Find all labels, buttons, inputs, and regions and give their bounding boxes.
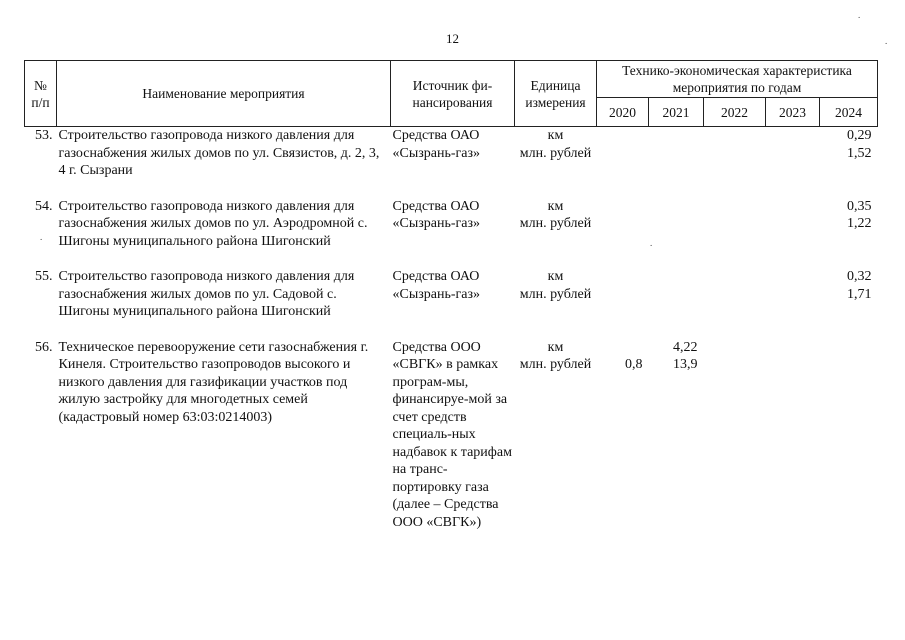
scan-speck: . <box>858 10 861 20</box>
scan-speck: . <box>650 238 653 248</box>
row-number: 54. <box>35 198 53 214</box>
value-2020 <box>597 127 649 180</box>
value-2023 <box>766 339 820 532</box>
value-2024: 0,29 1,52 <box>847 128 872 161</box>
header-source: Источник фи-нансирования <box>391 61 515 127</box>
value-2021: 4,22 13,9 <box>673 339 698 372</box>
value-2023 <box>766 198 820 251</box>
value-2022 <box>704 339 766 532</box>
scan-speck: . <box>40 232 43 242</box>
funding-source: Средства ОАО «Сызрань-газ» <box>392 128 481 161</box>
value-2020 <box>597 198 649 251</box>
value-2022 <box>704 198 766 251</box>
value-2022 <box>704 268 766 321</box>
row-spacer-cell <box>25 250 878 268</box>
header-year-2023: 2023 <box>766 98 820 127</box>
measure-name: Строительство газопровода низкого давления для газоснабжения жилых домов по ул. Связистов, д. 2, 3, 4 г. Сызрани <box>58 128 380 178</box>
header-year-2024: 2024 <box>820 98 878 127</box>
unit-of-measure: км млн. рублей <box>519 269 592 302</box>
row-spacer-cell <box>25 180 878 198</box>
page-number: 12 <box>446 31 459 46</box>
measure-name: Техническое перевооружение сети газоснабжения г. Кинеля. Строительство газопроводов высокого и низкого давления для газификации участков под жилую застройку для многодетных семей (кадастровый номер 63:03:0214003) <box>58 339 369 425</box>
value-2022 <box>704 127 766 180</box>
value-2024: 0,32 1,71 <box>847 269 872 302</box>
row-number: 55. <box>35 269 53 284</box>
value-2024 <box>820 339 878 532</box>
unit-of-measure: км млн. рублей <box>519 198 592 231</box>
value-2021 <box>649 198 704 251</box>
value-2023 <box>766 127 820 180</box>
value-2021 <box>649 268 704 321</box>
value-2024: 0,35 1,22 <box>847 198 872 231</box>
value-2020 <box>597 268 649 321</box>
value-2020: 0,8 <box>625 357 643 372</box>
funding-source: Средства ООО «СВГК» в рамках програм-мы, финансируе-мой за счет средств специаль-ных надбавок к тарифам на транс-портировку газа (далее – Средства ООО «СВГК») <box>392 339 512 530</box>
unit-of-measure: км млн. рублей <box>519 128 592 161</box>
table-body <box>25 127 878 532</box>
header-name: Наименование мероприятия <box>57 61 391 127</box>
measures-table <box>24 60 878 531</box>
row-spacer <box>25 250 878 268</box>
row-spacer-cell <box>25 321 878 339</box>
header-year-2020: 2020 <box>597 98 649 127</box>
table-row <box>25 268 878 321</box>
row-number: 53. <box>35 128 53 143</box>
value-2023 <box>766 268 820 321</box>
table-row <box>25 127 878 180</box>
value-2021 <box>649 127 704 180</box>
table-row <box>25 339 878 532</box>
header-year-2021: 2021 <box>649 98 704 127</box>
unit-of-measure: км млн. рублей <box>519 339 592 372</box>
scan-speck: . <box>885 36 888 46</box>
measure-name: Строительство газопровода низкого давления для газоснабжения жилых домов по ул. Аэродромной с. Шигоны муниципального района Шигонский <box>58 198 368 249</box>
measure-name: Строительство газопровода низкого давления для газоснабжения жилых домов по ул. Садовой с. Шигоны муниципального района Шигонский <box>58 269 355 319</box>
row-spacer <box>25 180 878 198</box>
row-spacer <box>25 321 878 339</box>
funding-source: Средства ОАО «Сызрань-газ» <box>392 198 481 231</box>
funding-source: Средства ОАО «Сызрань-газ» <box>392 269 481 302</box>
header-unit: Единица измерения <box>515 61 597 127</box>
header-characteristics: Технико-экономическая характеристика мероприятия по годам <box>597 61 878 98</box>
header-year-2022: 2022 <box>704 98 766 127</box>
header-num: № п/п <box>25 61 57 127</box>
table-row <box>25 198 878 251</box>
row-number: 56. <box>35 339 53 355</box>
